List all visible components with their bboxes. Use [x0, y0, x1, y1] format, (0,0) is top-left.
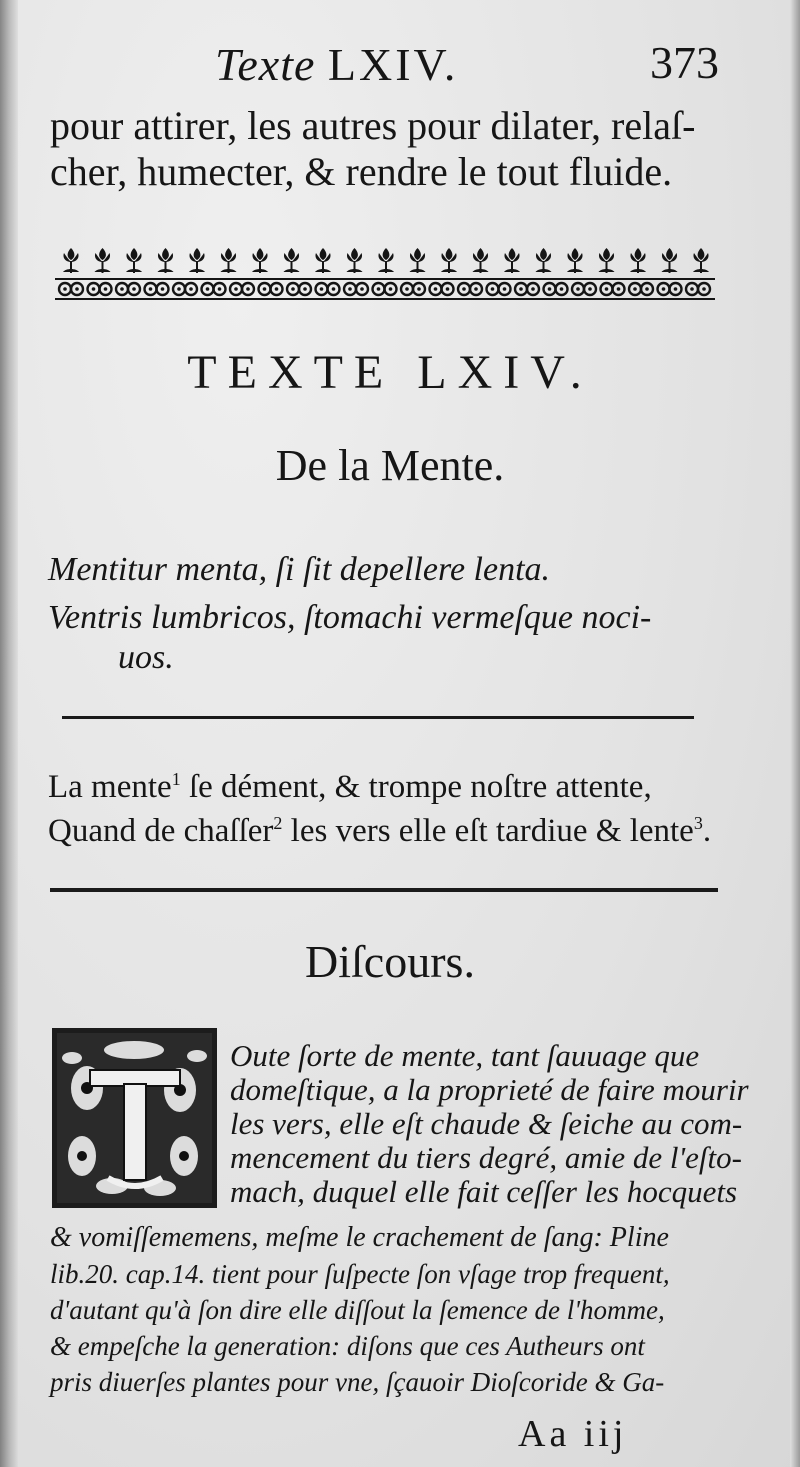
rule-lower [50, 888, 718, 892]
french-verse-line-2-start: Quand de chaſſer [48, 813, 274, 849]
fleuron-scroll [430, 283, 454, 295]
discourse-line-8: d'autant qu'à ſon dire elle diſſout la ſemence de l'homme, [50, 1295, 665, 1325]
fleuron-scroll [116, 283, 140, 295]
fleuron-flower [410, 248, 426, 273]
latin-verse-line-3: uos. [118, 639, 174, 676]
continuation-line-1: pour attirer, les autres pour dilater, relaſ- [50, 103, 696, 148]
fleuron-flower [504, 248, 520, 273]
footnote-marker-2: 2 [273, 813, 283, 833]
rule-upper [62, 716, 694, 719]
discourse-line-5: mach, duquel elle fait ceſſer les hocquets [230, 1174, 738, 1209]
page-number: 373 [650, 37, 719, 88]
latin-verse-line-1: Mentitur menta, ſi ſit depellere lenta. [48, 551, 551, 588]
footnote-marker-3: 3 [693, 813, 703, 833]
fleuron-scroll [173, 283, 197, 295]
continuation-line-2: cher, humecter, & rendre le tout fluide. [50, 149, 673, 194]
running-head [215, 38, 458, 91]
fleuron-flower [599, 248, 615, 273]
french-verse-line-1-rest: ſe dément, & trompe noſtre attente, [180, 769, 652, 805]
french-verse-line-2 [48, 801, 711, 853]
fleuron-scroll [373, 283, 397, 295]
discourse-line-2: domeſtique, a la proprieté de faire mourir [230, 1072, 749, 1107]
fleuron-scroll [629, 283, 653, 295]
fleuron-flower [347, 248, 363, 273]
fleuron-scroll [259, 283, 283, 295]
fleuron-scroll [544, 283, 568, 295]
fleuron-band-ornament [55, 240, 715, 302]
fleuron-scroll [202, 283, 226, 295]
text-title: TEXTE LXIV. [187, 346, 593, 399]
discourse-line-1: Oute ſorte de mente, tant ſauuage que [230, 1038, 700, 1073]
text-subtitle: De la Mente. [275, 441, 505, 490]
fleuron-flower [662, 248, 678, 273]
fleuron-scroll [686, 283, 710, 295]
fleuron-scroll [344, 283, 368, 295]
signature-mark: Aa iij [518, 1413, 628, 1455]
fleuron-flower [63, 248, 79, 273]
fleuron-scroll [59, 283, 83, 295]
fleuron-flower [378, 248, 394, 273]
fleuron-flower [252, 248, 268, 273]
french-verse-line-1-start: La mente [48, 769, 172, 805]
decorated-initial-t [52, 1028, 217, 1208]
fleuron-flower [126, 248, 142, 273]
discourse-line-3: les vers, elle eſt chaude & ſeiche au com- [230, 1106, 743, 1141]
fleuron-scroll [515, 283, 539, 295]
fleuron-scroll [287, 283, 311, 295]
fleuron-flower [315, 248, 331, 273]
running-head-numeral: LXIV. [327, 39, 459, 90]
binding-shadow [0, 0, 18, 1467]
fleuron-flower [536, 248, 552, 273]
discourse-line-7: lib.20. cap.14. tient pour ſuſpecte ſon vſage trop frequent, [50, 1259, 670, 1289]
discourse-line-6: & vomiſſememens, meſme le crachement de ſang: Pline [50, 1222, 669, 1253]
fleuron-scroll [316, 283, 340, 295]
fleuron-scroll [458, 283, 482, 295]
fleuron-flower [221, 248, 237, 273]
fleuron-flower [189, 248, 205, 273]
fleuron-flower [441, 248, 457, 273]
fleuron-scroll [601, 283, 625, 295]
fleuron-scroll [88, 283, 112, 295]
fleuron-flower [158, 248, 174, 273]
fleuron-flower [630, 248, 646, 273]
running-head-label: Texte [215, 39, 316, 90]
latin-verse-line-2: Ventris lumbricos, ſtomachi vermeſque noci- [48, 599, 652, 636]
fleuron-scroll [487, 283, 511, 295]
fleuron-flower [95, 248, 111, 273]
footnote-marker-1: 1 [171, 769, 181, 789]
fleuron-flower [567, 248, 583, 273]
fleuron-scroll [572, 283, 596, 295]
fleuron-scroll [401, 283, 425, 295]
french-verse-line-2-end: . [702, 813, 712, 849]
french-verse-line-2-middle: les vers elle eſt tardiue & lente [282, 813, 694, 849]
page-edge [790, 0, 800, 1467]
fleuron-scroll [230, 283, 254, 295]
section-heading: Diſcours. [305, 936, 475, 987]
fleuron-scroll [145, 283, 169, 295]
discourse-line-9: & empeſche la generation: diſons que ces Autheurs ont [50, 1331, 645, 1361]
fleuron-flower [693, 248, 709, 273]
fleuron-scroll [658, 283, 682, 295]
discourse-line-4: mencement du tiers degré, amie de l'eſto- [230, 1140, 742, 1175]
discourse-line-10: pris diuerſes plantes pour vne, ſçauoir Dioſcoride & Ga- [50, 1367, 665, 1397]
fleuron-flower [284, 248, 300, 273]
fleuron-flower [473, 248, 489, 273]
